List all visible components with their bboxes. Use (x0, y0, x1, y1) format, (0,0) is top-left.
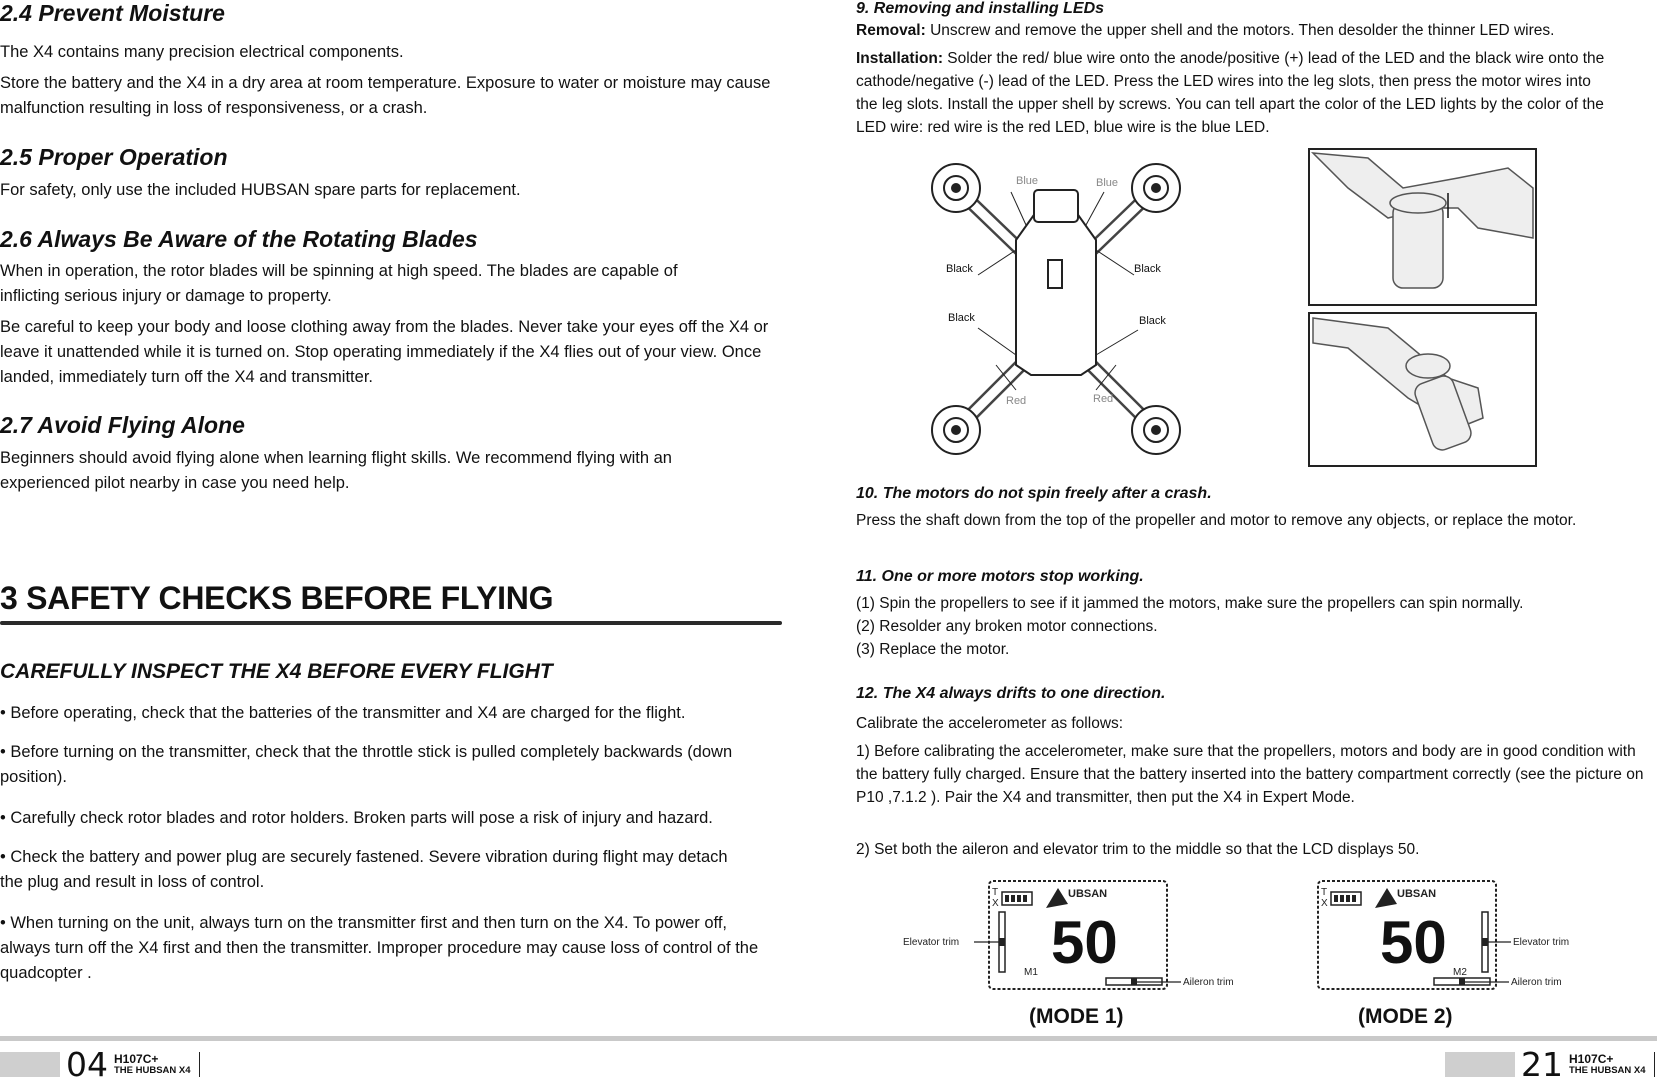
checklist-item-2: • Before turning on the transmitter, check that the throttle stick is pulled completely backwards (down position). (0, 743, 733, 786)
section-2-5-para-1: For safety, only use the included HUBSAN spare parts for replacement. (0, 181, 521, 199)
section-2-7-heading: 2.7 Avoid Flying Alone (0, 412, 245, 438)
heading-rule (0, 621, 782, 625)
section-2-4-para-2: Store the battery and the X4 in a dry area at room temperature. Exposure to water or moisture may cause malfunction resulting in loss of responsiveness, or a crash. (0, 74, 771, 117)
section-11-heading: 11. One or more motors stop working. (856, 568, 1144, 585)
label-blue-left: Blue (1016, 175, 1039, 187)
section-10-para: Press the shaft down from the top of the propeller and motor to remove any objects, or replace the motor. (856, 512, 1577, 529)
mode-1-caption: (MODE 1) (1029, 1005, 1124, 1028)
mode-2-caption: (MODE 2) (1358, 1005, 1453, 1028)
footer-left-brand (114, 1053, 191, 1077)
section-2-5-heading: 2.5 Proper Operation (0, 144, 228, 170)
footer-left-divider (199, 1052, 200, 1077)
removal-body: Unscrew and remove the upper shell and the motors. Then desolder the thinner LED wires. (925, 22, 1555, 39)
checklist-item-4: • Check the battery and power plug are securely fastened. Severe vibration during flight may detach the plug and result in loss of control. (0, 848, 728, 891)
lcd-mode-2-aileron-label: Aileron trim (1511, 977, 1562, 988)
lcd-mode-2-figure (1316, 878, 1616, 1030)
checklist-item-1: • Before operating, check that the batteries of the transmitter and X4 are charged for the flight. (0, 704, 686, 722)
chapter-3-heading: 3 SAFETY CHECKS BEFORE FLYING (0, 580, 554, 616)
lcd-mode-1-aileron-label: Aileron trim (1183, 977, 1234, 988)
section-12-para-1: Calibrate the accelerometer as follows: (856, 715, 1124, 732)
footer-left-model: H107C+ (114, 1052, 159, 1066)
installation-body: Solder the red/ blue wire onto the anode/positive (+) lead of the LED and the black wire onto the cathode/negative (-) lead of the LED. Press the LED wires into the leg slots, then press the motor wires into the leg slots. Install the upper shell by screws. You can tell apart the color of the LED lights by the color of the LED wire: red wire is the red LED, blue wire is the blue LED. (856, 50, 1605, 136)
lcd-mode-1-figure (896, 878, 1234, 1030)
label-red-left: Red (1006, 395, 1027, 407)
section-2-4-heading: 2.4 Prevent Moisture (0, 0, 225, 26)
lcd-mode-2-elevator-label: Elevator trim (1513, 937, 1570, 948)
lcd-mode-2-tx-t: T (1321, 887, 1328, 898)
installation-label: Installation: (856, 50, 943, 67)
label-black-upper-left: Black (946, 263, 973, 275)
led-install-photos (1308, 148, 1538, 468)
checklist-item-3: • Carefully check rotor blades and rotor holders. Broken parts will pose a risk of injury and hazard. (0, 809, 713, 827)
section-2-6-para-2: Be careful to keep your body and loose clothing away from the blades. Never take your eyes off the X4 or leave it unattended while it is turned on. Stop operating immediately if the X4 flies out of your view. Once landed, immediately turn off the X4 and transmitter. (0, 318, 769, 386)
footer-right-bar (1445, 1052, 1515, 1077)
lcd-mode-1-tx-x: X (992, 898, 999, 909)
footer-right-subtitle: THE HUBSAN X4 (1569, 1065, 1646, 1076)
section-12-heading: 12. The X4 always drifts to one direction. (856, 685, 1166, 702)
lcd-mode-2-value: 50 (1380, 909, 1447, 976)
label-black-lower-right: Black (1139, 315, 1166, 327)
footer-right-brand (1569, 1053, 1646, 1077)
removal-label: Removal: (856, 22, 926, 39)
section-11-item-1: (1) Spin the propellers to see if it jammed the motors, make sure the propellers can spin normally. (856, 595, 1524, 612)
removal-text (856, 19, 1646, 42)
section-2-4-para-1: The X4 contains many precision electrical components. (0, 43, 404, 61)
section-11-item-2: (2) Resolder any broken motor connections. (856, 618, 1158, 635)
lcd-mode-2-brand: UBSAN (1397, 888, 1437, 900)
lcd-mode-1-brand: UBSAN (1068, 888, 1108, 900)
section-2-7-para-1: Beginners should avoid flying alone when learning flight skills. We recommend flying with an experienced pilot nearby in case you need help. (0, 449, 672, 492)
lcd-mode-1-tx-t: T (992, 887, 999, 898)
inspect-subheading: CAREFULLY INSPECT THE X4 BEFORE EVERY FLIGHT (0, 660, 553, 683)
lcd-mode-1-value: 50 (1051, 909, 1118, 976)
checklist-item-5: • When turning on the unit, always turn on the transmitter first and then turn on the X4. To power off, always turn off the X4 first and then the transmitter. Improper procedure may cause loss of control of the quadcopter . (0, 914, 759, 982)
section-10-heading: 10. The motors do not spin freely after a crash. (856, 485, 1212, 502)
installation-text (856, 47, 1606, 139)
lcd-mode-1-elevator-label: Elevator trim (903, 937, 960, 948)
label-red-right: Red (1093, 393, 1114, 405)
label-black-lower-left: Black (948, 312, 975, 324)
lcd-mode-2-tag: M2 (1453, 967, 1467, 978)
section-9-heading: 9. Removing and installing LEDs (856, 0, 1105, 17)
lcd-mode-2-tx-x: X (1321, 898, 1328, 909)
lcd-mode-1-tag: M1 (1024, 967, 1038, 978)
quadcopter-led-diagram (916, 150, 1196, 468)
label-blue-right: Blue (1096, 177, 1119, 189)
label-black-upper-right: Black (1134, 263, 1161, 275)
footer-right-divider (1654, 1052, 1655, 1077)
page-number-left: 04 (66, 1045, 108, 1084)
section-12-para-3: 2) Set both the aileron and elevator trim to the middle so that the LCD displays 50. (856, 841, 1420, 858)
footer-left-bar (0, 1052, 60, 1077)
section-2-6-heading: 2.6 Always Be Aware of the Rotating Blades (0, 226, 478, 252)
footer-left-subtitle: THE HUBSAN X4 (114, 1065, 191, 1076)
section-2-6-para-1: When in operation, the rotor blades will be spinning at high speed. The blades are capable of inflicting serious injury or damage to property. (0, 262, 678, 305)
footer-right (1445, 1045, 1655, 1084)
section-12-para-2: 1) Before calibrating the accelerometer, make sure that the propellers, motors and body are in good condition with the battery fully charged. Ensure that the battery inserted into the battery compartment correctly (see the picture on P10 ,7.1.2 ). Pair the X4 and transmitter, then put the X4 in Expert Mode. (856, 743, 1644, 806)
footer-right-model: H107C+ (1569, 1052, 1614, 1066)
footer-rule (0, 1036, 1657, 1041)
page-number-right: 21 (1521, 1045, 1563, 1084)
footer-left (0, 1045, 200, 1084)
section-11-item-3: (3) Replace the motor. (856, 641, 1010, 658)
